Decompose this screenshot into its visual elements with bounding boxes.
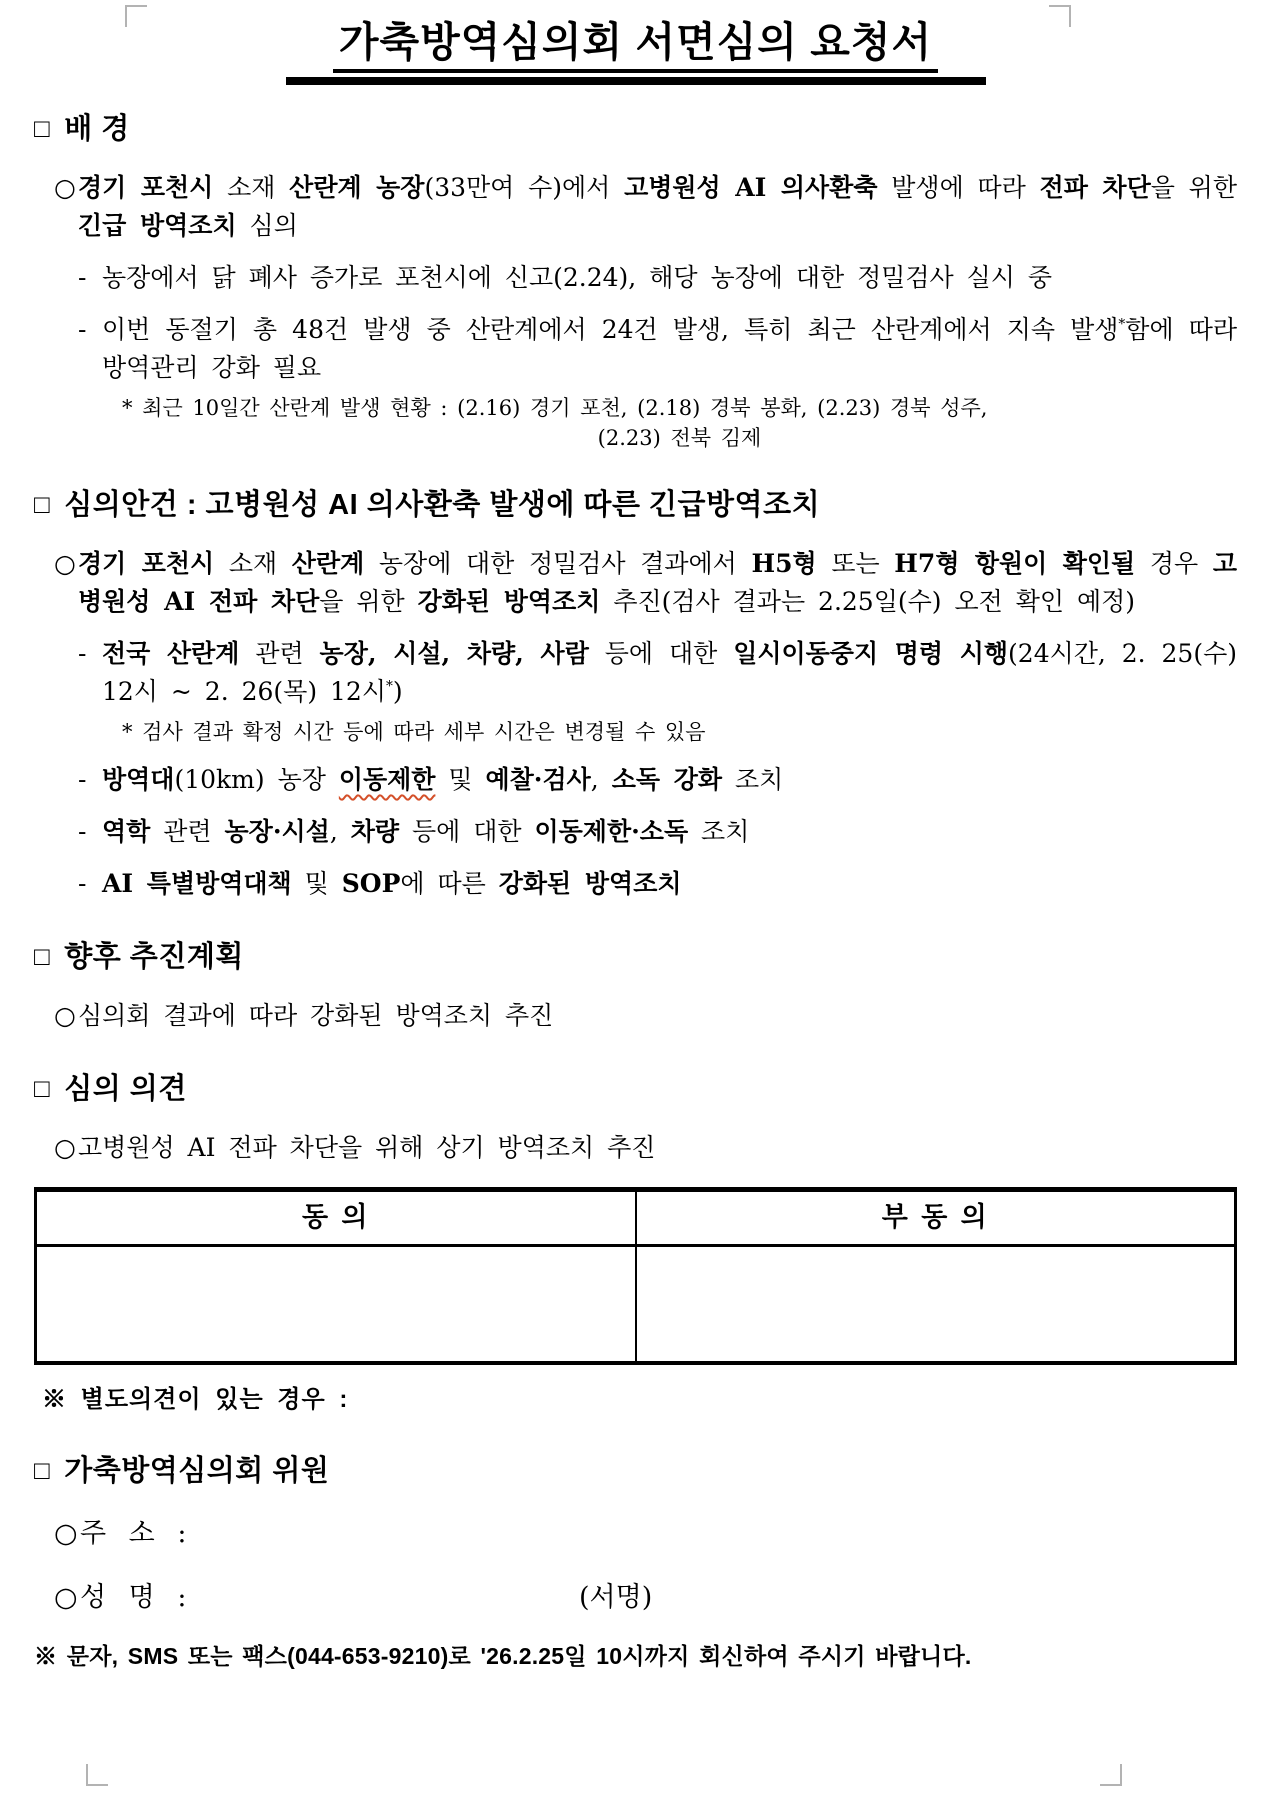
agenda-footnote [122, 717, 1237, 747]
background-bullet-1-text: 경기 포천시 소재 산란계 농장(33만여 수)에서 고병원성 AI 의사환축 발생에 따라 전파 차단을 위한 긴급 방역조치 심의 [78, 173, 1237, 240]
section-heading-label: 배 경 [64, 113, 130, 145]
vote-table-body-row [36, 1246, 1236, 1364]
agenda-sub-3-text: 역학 관련 농장·시설, 차량 등에 대한 이동제한·소독 조치 [102, 817, 750, 846]
agenda-sub-4-text: AI 특별방역대책 및 SOP에 따른 강화된 방역조치 [102, 869, 682, 898]
address-label: 주 소 : [80, 1518, 187, 1549]
agree-column-header: 동 의 [36, 1190, 636, 1246]
dash-bullet-icon: - [78, 765, 87, 794]
page-corner-mark [1049, 5, 1071, 27]
section-heading-committee [34, 1453, 1237, 1489]
agenda-sub-3 [34, 813, 1237, 851]
dash-bullet-icon: - [78, 639, 87, 668]
background-footnote-line2: (2.23) 전북 김제 [597, 426, 762, 450]
disagree-column-header: 부 동 의 [636, 1190, 1236, 1246]
circle-bullet-icon: ○ [54, 1001, 76, 1030]
square-bullet-icon: □ [34, 1455, 51, 1485]
section-heading-agenda [34, 487, 1237, 523]
dash-bullet-icon: - [78, 263, 87, 292]
background-sub-1 [34, 259, 1237, 297]
square-bullet-icon: □ [34, 113, 51, 143]
title-underline-bar [286, 77, 986, 85]
opinion-bullet-1-text: 고병원성 AI 전파 차단을 위해 상기 방역조치 추진 [78, 1133, 656, 1162]
agenda-sub-2-text: 방역대(10km) 농장 이동제한 및 예찰·검사, 소독 강화 조치 [102, 765, 784, 794]
circle-bullet-icon: ○ [54, 173, 76, 202]
section-heading-opinion [34, 1071, 1237, 1107]
agenda-sub-1 [34, 635, 1237, 711]
page-corner-mark [86, 1764, 108, 1786]
section-heading-label: 가축방역심의회 위원 [64, 1455, 330, 1487]
dash-bullet-icon: - [78, 817, 87, 846]
background-bullet-1 [34, 169, 1237, 245]
reply-instruction-note: ※ 문자, SMS 또는 팩스(044-653-9210)로 '26.2.25일 10시까지 회신하여 주시기 바랍니다. [34, 1643, 972, 1669]
agenda-sub-4 [34, 865, 1237, 903]
section-heading-label: 심의안건 : 고병원성 AI 의사환축 발생에 따른 긴급방역조치 [64, 489, 821, 521]
committee-name-row [34, 1579, 1237, 1617]
vote-table [34, 1187, 1237, 1365]
section-heading-background [34, 111, 1237, 147]
circle-bullet-icon: ○ [54, 1582, 78, 1613]
background-footnote-line1: * 최근 10일간 산란계 발생 현황 : (2.16) 경기 포천, (2.18) 경북 봉화, (2.23) 경북 성주, [122, 396, 988, 420]
background-sub-2 [34, 311, 1237, 387]
title-block [34, 18, 1237, 85]
page-title: 가축방역심의회 서면심의 요청서 [333, 18, 938, 73]
page-corner-mark [1100, 1764, 1122, 1786]
agree-answer-cell[interactable] [36, 1246, 636, 1364]
dash-bullet-icon: - [78, 869, 87, 898]
section-heading-label: 향후 추진계획 [64, 941, 244, 973]
square-bullet-icon: □ [34, 941, 51, 971]
plan-bullet-1 [34, 997, 1237, 1035]
agenda-sub-2 [34, 761, 1237, 799]
circle-bullet-icon: ○ [54, 549, 76, 578]
agenda-sub-1-text: 전국 산란계 관련 농장, 시설, 차량, 사람 등에 대한 일시이동중지 명령 시행(24시간, 2. 25(수) 12시 ~ 2. 26(목) 12시*) [102, 639, 1237, 706]
background-sub-1-text: 농장에서 닭 폐사 증가로 포천시에 신고(2.24), 해당 농장에 대한 정밀검사 실시 중 [102, 263, 1053, 292]
square-bullet-icon: □ [34, 489, 51, 519]
agenda-bullet-1-text: 경기 포천시 소재 산란계 농장에 대한 정밀검사 결과에서 H5형 또는 H7형 항원이 확인될 경우 고병원성 AI 전파 차단을 위한 강화된 방역조치 추진(검사 결과는 2.25일(수) 오전 확인 예정) [78, 549, 1237, 616]
opinion-bullet-1 [34, 1129, 1237, 1167]
vote-table-header-row [36, 1190, 1236, 1246]
section-heading-label: 심의 의견 [64, 1073, 187, 1105]
background-sub-2-text: 이번 동절기 총 48건 발생 중 산란계에서 24건 발생, 특히 최근 산란계에서 지속 발생*함에 따라 방역관리 강화 필요 [102, 315, 1237, 382]
agenda-bullet-1 [34, 545, 1237, 621]
extra-opinion-note: ※ 별도의견이 있는 경우 : [42, 1386, 349, 1413]
name-label: 성 명 : [80, 1582, 187, 1613]
circle-bullet-icon: ○ [54, 1518, 78, 1549]
disagree-answer-cell[interactable] [636, 1246, 1236, 1364]
circle-bullet-icon: ○ [54, 1133, 76, 1162]
section-heading-plan [34, 939, 1237, 975]
plan-bullet-1-text: 심의회 결과에 따라 강화된 방역조치 추진 [78, 1001, 554, 1030]
signature-label: (서명) [579, 1582, 653, 1613]
background-footnote [122, 393, 1237, 453]
committee-address-row [34, 1515, 1237, 1553]
dash-bullet-icon: - [78, 315, 87, 344]
agenda-footnote-line1: * 검사 결과 확정 시간 등에 따라 세부 시간은 변경될 수 있음 [122, 720, 706, 744]
square-bullet-icon: □ [34, 1073, 51, 1103]
page-corner-mark [125, 5, 147, 27]
